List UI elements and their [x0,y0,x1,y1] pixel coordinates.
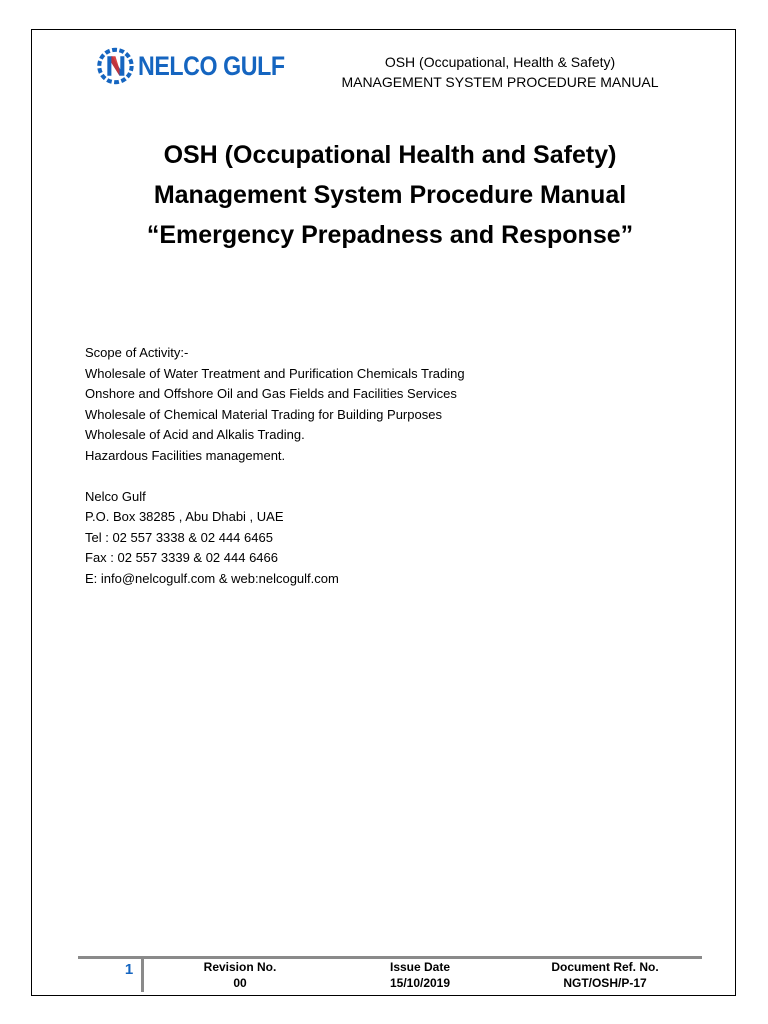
header-line-1: OSH (Occupational, Health & Safety) [384,54,616,70]
revision-label: Revision No. [203,960,277,974]
doc-ref-value: NGT/OSH/P-17 [563,976,647,990]
scope-heading: Scope of Activity:- [85,345,189,360]
issue-date-label: Issue Date [389,960,451,974]
scope-item: Wholesale of Chemical Material Trading for Building Purposes [85,406,442,422]
footer-issue-date [360,959,480,991]
contact-tel: Tel : 02 557 3338 & 02 444 6465 [85,529,273,545]
logo-ring-icon [96,42,137,90]
footer-divider [141,958,144,992]
running-header [310,52,690,92]
contact-address: P.O. Box 38285 , Abu Dhabi , UAE [85,509,284,524]
contact-email-web: E: info@nelcogulf.com & web:nelcogulf.com [85,570,339,586]
title-line-1: OSH (Occupational Health and Safety) [163,141,617,169]
company-logo [96,42,308,90]
spacer [85,466,645,487]
contact-company: Nelco Gulf [85,488,146,504]
doc-ref-label: Document Ref. No. [551,960,659,974]
scope-item: Wholesale of Water Treatment and Purification Chemicals Trading [85,365,465,381]
logo-wordmark: NELCO GULF [137,50,285,81]
issue-date-value: 15/10/2019 [389,976,451,990]
footer-document-ref [535,959,675,991]
contact-fax: Fax : 02 557 3339 & 02 444 6466 [85,550,278,565]
scope-item: Wholesale of Acid and Alkalis Trading. [85,427,305,442]
title-line-2: Management System Procedure Manual [153,181,627,209]
title-line-3: “Emergency Prepadness and Response” [146,221,634,249]
scope-item: Onshore and Offshore Oil and Gas Fields and Facilities Services [85,386,457,401]
document-title [40,135,740,255]
scope-and-contact [85,343,645,589]
revision-value: 00 [233,976,247,990]
scope-item: Hazardous Facilities management. [85,447,286,463]
footer-revision [180,959,300,991]
page-number: 1 [124,961,134,978]
header-line-2: MANAGEMENT SYSTEM PROCEDURE MANUAL [341,74,659,90]
